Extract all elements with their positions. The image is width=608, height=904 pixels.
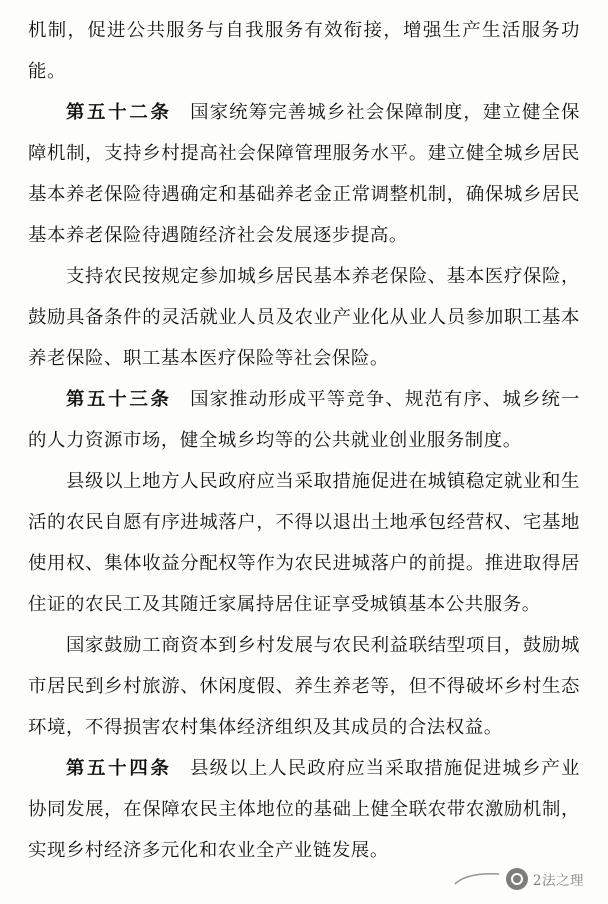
paragraph-article-54: [28, 748, 580, 871]
paragraph-text: 县级以上地方人民政府应当采取措施促进在城镇稳定就业和生活的农民自愿有序进城落户，不得以退出土地承包经营权、宅基地使用权、集体收益分配权等作为农民进城落户的前提。推进取得居住证的农民工及其随迁家属持居住证享受城镇基本公共服务。: [28, 471, 580, 615]
paragraph-text: 国家推动形成平等竞争、规范有序、城乡统一的人力资源市场，健全城乡均等的公共就业创业服务制度。: [28, 389, 580, 451]
paragraph-text: 国家统筹完善城乡社会保障制度，建立健全保障机制，支持乡村提高社会保障管理服务水平。建立健全城乡居民基本养老保险待遇确定和基础养老金正常调整机制，确保城乡居民基本养老保险待遇随经济社会发展逐步提高。: [28, 102, 580, 246]
paragraph: [28, 256, 580, 379]
paragraph: [28, 461, 580, 625]
watermark: [506, 868, 584, 890]
article-number: 第五十四条: [66, 758, 172, 779]
paragraph-text: 机制，促进公共服务与自我服务有效衔接，增强生产生活服务功能。: [28, 20, 580, 82]
paragraph-article-53: [28, 379, 580, 461]
document-text-column: [28, 10, 580, 871]
paragraph: [28, 625, 580, 748]
paragraph-article-52: [28, 92, 580, 256]
watermark-label: 2法之理: [532, 873, 584, 889]
paragraph-text: 国家鼓励工商资本到乡村发展与农民利益联结型项目，鼓励城市居民到乡村旅游、休闲度假、养生养老等，但不得破坏乡村生态环境，不得损害农村集体经济组织及其成员的合法权益。: [28, 635, 580, 738]
watermark-swoosh-icon: [454, 872, 500, 886]
paragraph-text: 县级以上人民政府应当采取措施促进城乡产业协同发展，在保障农民主体地位的基础上健全联农带农激励机制，实现乡村经济多元化和农业全产业链发展。: [28, 758, 580, 861]
article-number: 第五十二条: [66, 102, 172, 123]
paragraph: [28, 10, 580, 92]
article-number: 第五十三条: [66, 389, 172, 410]
circle-seal-icon: [506, 868, 528, 890]
paragraph-text: 支持农民按规定参加城乡居民基本养老保险、基本医疗保险，鼓励具备条件的灵活就业人员及农业产业化从业人员参加职工基本养老保险、职工基本医疗保险等社会保险。: [28, 266, 580, 369]
